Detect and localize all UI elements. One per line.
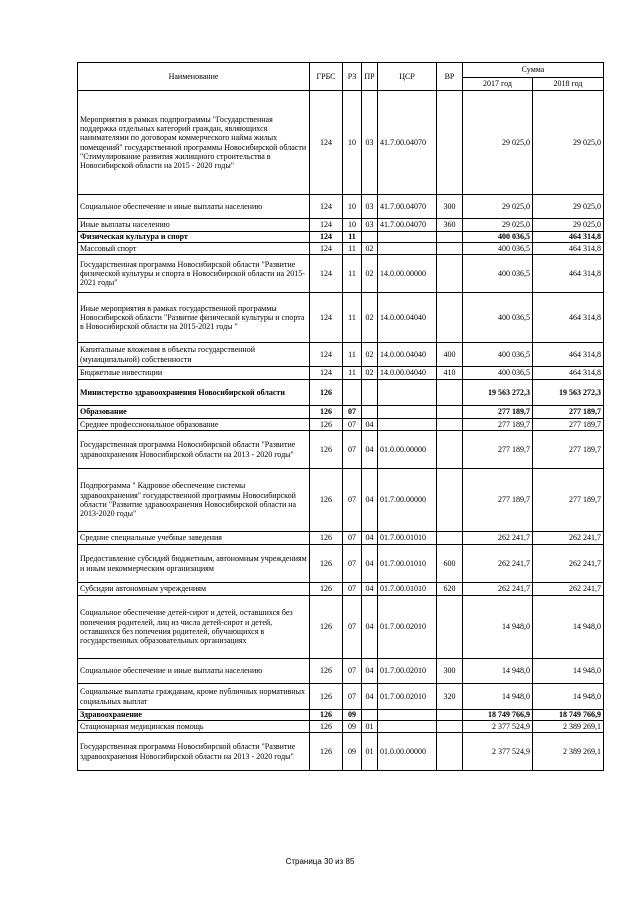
cell-name: Предоставление субсидий бюджетным, автономным учреждениям и иным некоммерческим организациям [78, 545, 310, 583]
cell-sum-2018: 464 314,8 [533, 343, 604, 367]
cell-sum-2017: 262 241,7 [463, 583, 533, 596]
cell-rz: 07 [343, 532, 362, 545]
cell-csr [378, 419, 437, 431]
cell-grbs: 126 [310, 721, 343, 733]
cell-grbs: 124 [310, 195, 343, 219]
cell-sum-2018: 464 314,8 [533, 293, 604, 343]
cell-rz: 10 [343, 91, 362, 195]
cell-sum-2017: 277 189,7 [463, 469, 533, 532]
cell-pr: 02 [362, 243, 378, 255]
cell-rz [343, 380, 362, 406]
cell-pr: 02 [362, 343, 378, 367]
cell-sum-2018: 29 025,0 [533, 219, 604, 232]
cell-rz: 09 [343, 733, 362, 771]
cell-sum-2018: 464 314,8 [533, 232, 604, 243]
cell-rz: 10 [343, 195, 362, 219]
cell-sum-2017: 400 036,5 [463, 243, 533, 255]
cell-sum-2018: 464 314,8 [533, 243, 604, 255]
cell-name: Социальное обеспечение детей-сирот и детей, оставшихся без попечения родителей, лиц из числа детей-сирот и детей, оставшихся без попечения родителей, обучающихся в государственных образовательных организациях [78, 596, 310, 659]
table-row [78, 710, 604, 721]
cell-pr: 03 [362, 219, 378, 232]
cell-sum-2018: 14 948,0 [533, 596, 604, 659]
cell-csr [378, 721, 437, 733]
cell-name: Субсидии автономным учреждениям [78, 583, 310, 596]
cell-sum-2018: 262 241,7 [533, 583, 604, 596]
cell-name: Социальное обеспечение и иные выплаты населению [78, 659, 310, 684]
cell-pr [362, 232, 378, 243]
cell-rz: 07 [343, 583, 362, 596]
budget-table [77, 62, 604, 771]
table-row [78, 583, 604, 596]
cell-sum-2018: 29 025,0 [533, 195, 604, 219]
cell-vr [437, 431, 463, 469]
cell-pr [362, 710, 378, 721]
cell-sum-2018: 29 025,0 [533, 91, 604, 195]
cell-sum-2017: 29 025,0 [463, 219, 533, 232]
cell-name: Государственная программа Новосибирской области "Развитие здравоохранения Новосибирской области на 2013 - 2020 годы" [78, 733, 310, 771]
table-row [78, 243, 604, 255]
cell-pr: 02 [362, 255, 378, 293]
cell-vr [437, 733, 463, 771]
cell-rz: 07 [343, 431, 362, 469]
table-row [78, 91, 604, 195]
cell-grbs: 126 [310, 545, 343, 583]
table-row [78, 293, 604, 343]
cell-sum-2017: 277 189,7 [463, 431, 533, 469]
cell-rz: 11 [343, 232, 362, 243]
cell-sum-2018: 277 189,7 [533, 431, 604, 469]
cell-pr: 04 [362, 469, 378, 532]
cell-grbs: 126 [310, 659, 343, 684]
cell-grbs: 126 [310, 596, 343, 659]
cell-csr: 41.7.00.04070 [378, 195, 437, 219]
cell-grbs: 124 [310, 255, 343, 293]
table-row [78, 684, 604, 710]
cell-name: Государственная программа Новосибирской области "Развитие здравоохранения Новосибирской области на 2013 - 2020 годы" [78, 431, 310, 469]
cell-vr: 360 [437, 219, 463, 232]
header-sum: Сумма [463, 63, 604, 78]
cell-rz: 11 [343, 343, 362, 367]
cell-rz: 10 [343, 219, 362, 232]
cell-grbs: 124 [310, 343, 343, 367]
cell-grbs: 126 [310, 733, 343, 771]
cell-csr [378, 232, 437, 243]
cell-pr: 04 [362, 419, 378, 431]
cell-sum-2017: 14 948,0 [463, 659, 533, 684]
cell-name: Социальные выплаты гражданам, кроме публичных нормативных социальных выплат [78, 684, 310, 710]
cell-vr [437, 469, 463, 532]
header-name: Наименование [78, 63, 310, 91]
cell-csr: 14.0.00.04040 [378, 343, 437, 367]
cell-sum-2018: 2 389 269,1 [533, 733, 604, 771]
cell-grbs: 126 [310, 583, 343, 596]
cell-csr: 01.7.00.01010 [378, 532, 437, 545]
cell-name: Государственная программа Новосибирской области "Развитие физической культуры и спорта в Новосибирской области на 2015-2021 годы" [78, 255, 310, 293]
cell-name: Образование [78, 406, 310, 419]
table-row [78, 219, 604, 232]
cell-rz: 11 [343, 293, 362, 343]
cell-pr: 01 [362, 733, 378, 771]
cell-sum-2018: 464 314,8 [533, 367, 604, 380]
cell-sum-2017: 262 241,7 [463, 532, 533, 545]
cell-pr [362, 406, 378, 419]
cell-grbs: 126 [310, 380, 343, 406]
table-row [78, 232, 604, 243]
cell-pr: 04 [362, 583, 378, 596]
cell-name: Средние специальные учебные заведения [78, 532, 310, 545]
cell-name: Массовый спорт [78, 243, 310, 255]
cell-sum-2018: 14 948,0 [533, 684, 604, 710]
table-row [78, 733, 604, 771]
cell-sum-2017: 262 241,7 [463, 545, 533, 583]
cell-sum-2017: 19 563 272,3 [463, 380, 533, 406]
cell-sum-2017: 14 948,0 [463, 684, 533, 710]
cell-sum-2018: 14 948,0 [533, 659, 604, 684]
header-pr: ПР [362, 63, 378, 91]
cell-pr: 01 [362, 721, 378, 733]
cell-name: Министерство здравоохранения Новосибирской области [78, 380, 310, 406]
cell-name: Физическая культура и спорт [78, 232, 310, 243]
cell-name: Социальное обеспечение и иные выплаты населению [78, 195, 310, 219]
cell-vr: 300 [437, 659, 463, 684]
cell-sum-2017: 2 377 524,9 [463, 733, 533, 771]
cell-grbs: 124 [310, 293, 343, 343]
cell-csr: 14.0.00.04040 [378, 293, 437, 343]
header-vr: ВР [437, 63, 463, 91]
cell-grbs: 126 [310, 532, 343, 545]
cell-name: Среднее профессиональное образование [78, 419, 310, 431]
cell-vr [437, 710, 463, 721]
cell-csr: 41.7.00.04070 [378, 91, 437, 195]
cell-vr [437, 91, 463, 195]
cell-pr [362, 380, 378, 406]
cell-vr [437, 255, 463, 293]
cell-csr [378, 710, 437, 721]
cell-grbs: 126 [310, 710, 343, 721]
cell-rz: 07 [343, 659, 362, 684]
cell-csr: 01.7.00.02010 [378, 684, 437, 710]
cell-sum-2018: 19 563 272,3 [533, 380, 604, 406]
cell-grbs: 126 [310, 419, 343, 431]
cell-sum-2017: 277 189,7 [463, 406, 533, 419]
cell-grbs: 126 [310, 469, 343, 532]
header-csr: ЦСР [378, 63, 437, 91]
cell-vr [437, 243, 463, 255]
cell-name: Иные мероприятия в рамках государственной программы Новосибирской области "Развитие физической культуры и спорта в Новосибирской области на 2015-2021 годы " [78, 293, 310, 343]
cell-csr: 14.0.00.04040 [378, 367, 437, 380]
cell-grbs: 124 [310, 219, 343, 232]
table-row [78, 367, 604, 380]
cell-name: Подпрограмма " Кадровое обеспечение системы здравоохранения" государственной программы Новосибирской области "Развитие здравоохранения Новосибирской области на 2013-2020 годы" [78, 469, 310, 532]
cell-csr [378, 243, 437, 255]
cell-name: Бюджетные инвестиции [78, 367, 310, 380]
cell-csr [378, 380, 437, 406]
table-body [78, 91, 604, 771]
cell-rz: 11 [343, 255, 362, 293]
cell-vr [437, 293, 463, 343]
cell-sum-2017: 400 036,5 [463, 232, 533, 243]
cell-sum-2018: 262 241,7 [533, 532, 604, 545]
table-row [78, 419, 604, 431]
cell-sum-2018: 464 314,8 [533, 255, 604, 293]
cell-name: Мероприятия в рамках подпрограммы "Государственная поддержка отдельных категорий граждан, являющихся нанимателями по договорам коммерческого найма жилых помещений" государственной программы Новосибирской области "Стимулирование развития жилищного строительства в Новосибирской области на 2015 - 2020 годы" [78, 91, 310, 195]
cell-csr: 01.0.00.00000 [378, 733, 437, 771]
table-row [78, 255, 604, 293]
cell-grbs: 124 [310, 91, 343, 195]
header-2017: 2017 год [463, 78, 533, 91]
cell-vr: 400 [437, 343, 463, 367]
cell-csr: 01.7.00.02010 [378, 659, 437, 684]
cell-rz: 07 [343, 469, 362, 532]
cell-grbs: 124 [310, 243, 343, 255]
cell-sum-2017: 14 948,0 [463, 596, 533, 659]
cell-csr: 01.0.00.00000 [378, 431, 437, 469]
cell-vr [437, 532, 463, 545]
cell-pr: 04 [362, 431, 378, 469]
cell-sum-2018: 262 241,7 [533, 545, 604, 583]
cell-csr: 41.7.00.04070 [378, 219, 437, 232]
cell-name: Иные выплаты населению [78, 219, 310, 232]
cell-pr: 02 [362, 367, 378, 380]
cell-vr: 410 [437, 367, 463, 380]
cell-vr [437, 406, 463, 419]
cell-rz: 09 [343, 721, 362, 733]
cell-sum-2017: 18 749 766,9 [463, 710, 533, 721]
cell-vr: 300 [437, 195, 463, 219]
cell-pr: 04 [362, 532, 378, 545]
header-rz: РЗ [343, 63, 362, 91]
cell-grbs: 126 [310, 406, 343, 419]
cell-vr: 320 [437, 684, 463, 710]
cell-csr: 14.0.00.00000 [378, 255, 437, 293]
table-row [78, 596, 604, 659]
cell-pr: 04 [362, 659, 378, 684]
cell-grbs: 126 [310, 431, 343, 469]
cell-sum-2018: 277 189,7 [533, 469, 604, 532]
header-grbs: ГРБС [310, 63, 343, 91]
cell-csr: 01.7.00.00000 [378, 469, 437, 532]
cell-vr [437, 596, 463, 659]
cell-csr: 01.7.00.01010 [378, 545, 437, 583]
cell-sum-2017: 400 036,5 [463, 255, 533, 293]
cell-rz: 07 [343, 545, 362, 583]
table-row [78, 545, 604, 583]
cell-rz: 07 [343, 419, 362, 431]
cell-sum-2017: 400 036,5 [463, 293, 533, 343]
cell-pr: 04 [362, 684, 378, 710]
cell-sum-2018: 18 749 766,9 [533, 710, 604, 721]
cell-rz: 11 [343, 367, 362, 380]
cell-sum-2018: 277 189,7 [533, 419, 604, 431]
cell-rz: 07 [343, 684, 362, 710]
table-row [78, 380, 604, 406]
cell-csr: 01.7.00.01010 [378, 583, 437, 596]
page-number: Страница 30 из 85 [285, 857, 355, 866]
cell-sum-2017: 29 025,0 [463, 195, 533, 219]
cell-rz: 07 [343, 406, 362, 419]
cell-grbs: 124 [310, 367, 343, 380]
cell-grbs: 124 [310, 232, 343, 243]
table-row [78, 659, 604, 684]
cell-sum-2017: 277 189,7 [463, 419, 533, 431]
cell-grbs: 126 [310, 684, 343, 710]
cell-sum-2017: 400 036,5 [463, 343, 533, 367]
table-row [78, 532, 604, 545]
table-row [78, 721, 604, 733]
cell-pr: 03 [362, 91, 378, 195]
cell-csr [378, 406, 437, 419]
table-row [78, 195, 604, 219]
cell-sum-2017: 2 377 524,9 [463, 721, 533, 733]
header-2018: 2018 год [533, 78, 604, 91]
table-row [78, 343, 604, 367]
cell-pr: 04 [362, 545, 378, 583]
cell-name: Здравоохранение [78, 710, 310, 721]
cell-csr: 01.7.00.02010 [378, 596, 437, 659]
cell-rz: 09 [343, 710, 362, 721]
cell-pr: 03 [362, 195, 378, 219]
table-row [78, 469, 604, 532]
cell-vr: 620 [437, 583, 463, 596]
cell-sum-2018: 277 189,7 [533, 406, 604, 419]
cell-rz: 07 [343, 596, 362, 659]
cell-vr: 600 [437, 545, 463, 583]
cell-name: Стационарная медицинская помощь [78, 721, 310, 733]
cell-vr [437, 721, 463, 733]
table-header [78, 63, 604, 91]
cell-name: Капитальные вложения в объекты государственной (муниципальной) собственности [78, 343, 310, 367]
cell-vr [437, 380, 463, 406]
table-row [78, 406, 604, 419]
cell-sum-2017: 400 036,5 [463, 367, 533, 380]
cell-pr: 04 [362, 596, 378, 659]
cell-pr: 02 [362, 293, 378, 343]
cell-sum-2017: 29 025,0 [463, 91, 533, 195]
cell-rz: 11 [343, 243, 362, 255]
cell-vr [437, 419, 463, 431]
table-row [78, 431, 604, 469]
cell-sum-2018: 2 389 269,1 [533, 721, 604, 733]
cell-vr [437, 232, 463, 243]
